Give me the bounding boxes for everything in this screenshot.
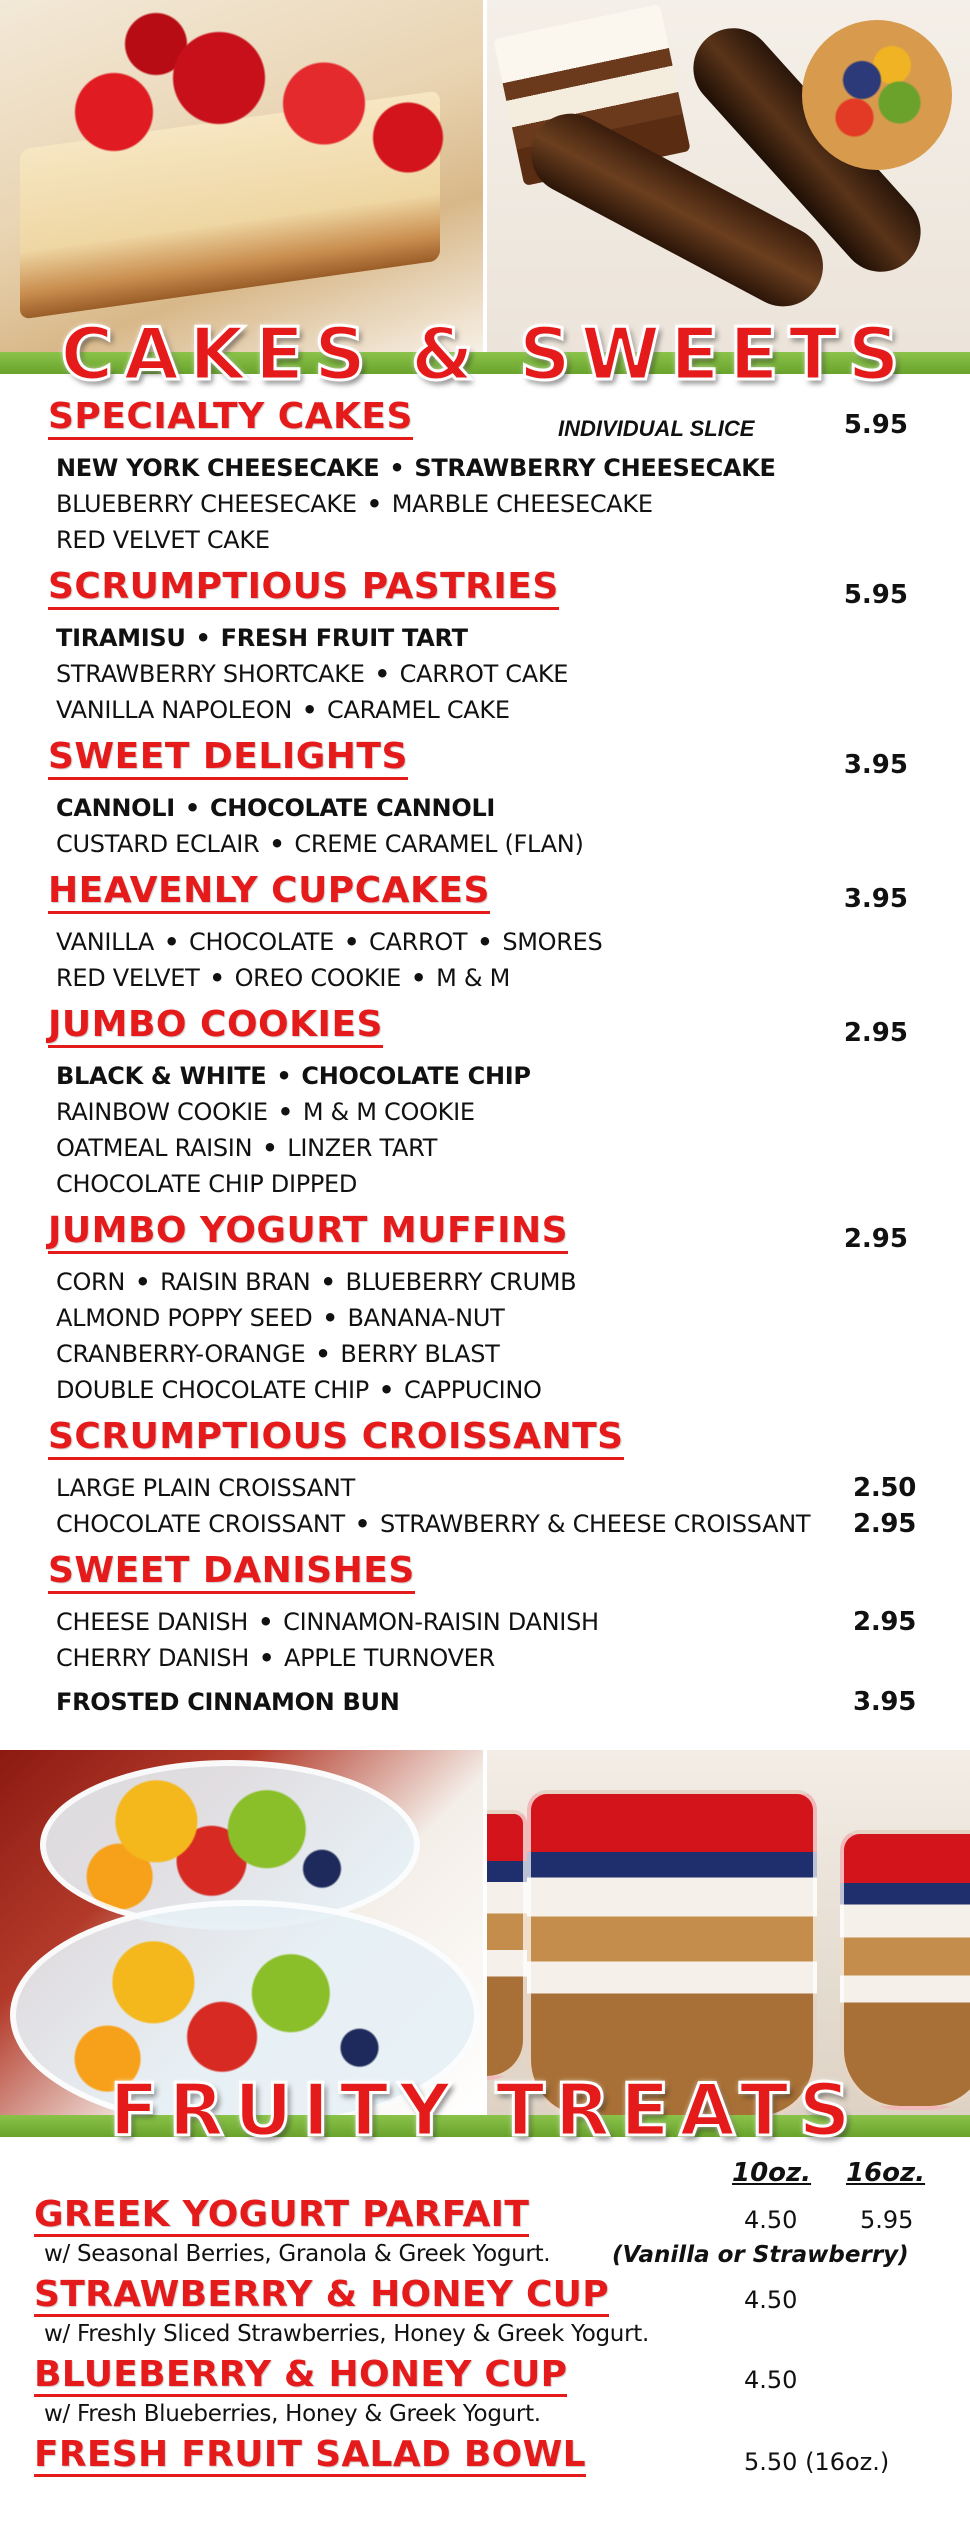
bullet-separator: •: [258, 1608, 274, 1636]
menu-line: [56, 826, 908, 862]
bullet-separator: •: [209, 964, 225, 992]
menu-item: CHOCOLATE: [189, 928, 334, 956]
line-price: 2.50: [853, 1473, 916, 1503]
menu-item: CREME CARAMEL (FLAN): [294, 830, 584, 858]
menu-item: CHERRY DANISH: [56, 1644, 249, 1672]
menu-line: [56, 790, 908, 826]
menu-item: FRESH FRUIT TART: [220, 624, 468, 652]
bullet-separator: •: [354, 1510, 370, 1538]
fruity-item: [34, 2356, 934, 2427]
bullet-separator: •: [378, 1376, 394, 1404]
line-price: 2.95: [853, 1509, 916, 1539]
fruity-item: [34, 2436, 934, 2477]
menu-line: [56, 522, 908, 558]
category-items: [56, 620, 908, 728]
menu-line: [56, 1300, 908, 1336]
bullet-separator: •: [163, 928, 179, 956]
menu-item: VANILLA: [56, 928, 154, 956]
menu-line: [56, 1166, 908, 1202]
bullet-separator: •: [315, 1340, 331, 1368]
fruity-item-desc: w/ Freshly Sliced Strawberries, Honey & Greek Yogurt.: [44, 2321, 649, 2347]
menu-line: [56, 1264, 908, 1300]
menu-item: STRAWBERRY SHORTCAKE: [56, 660, 365, 688]
menu-item: STRAWBERRY CHEESECAKE: [414, 454, 776, 482]
category-items: [56, 1058, 908, 1202]
bullet-separator: •: [389, 454, 405, 482]
bullet-separator: •: [269, 830, 285, 858]
bullet-separator: •: [276, 1062, 292, 1090]
parfait-cup-main: [527, 1790, 817, 2115]
menu-item: M & M COOKIE: [302, 1098, 475, 1126]
fruity-item-name: BLUEBERRY & HONEY CUP: [34, 2354, 568, 2395]
menu-line: [56, 1470, 916, 1506]
fruit-tart: [802, 20, 952, 170]
category-title: SCRUMPTIOUS CROISSANTS: [48, 1418, 624, 1460]
menu-item: CHOCOLATE CROISSANT: [56, 1510, 345, 1538]
menu-category: [48, 872, 908, 996]
menu-item: OATMEAL RAISIN: [56, 1134, 253, 1162]
bullet-separator: •: [195, 624, 211, 652]
menu-item: APPLE TURNOVER: [284, 1644, 495, 1672]
cakes-sweets-menu: [48, 396, 916, 1730]
category-title: SCRUMPTIOUS PASTRIES: [48, 568, 559, 610]
category-items: [56, 1604, 916, 1720]
menu-line: [56, 656, 908, 692]
bullet-separator: •: [411, 964, 427, 992]
line-price: 3.95: [853, 1687, 916, 1717]
menu-line: [56, 1640, 908, 1676]
fruity-treats-title: FRUITY TREATS: [109, 2068, 861, 2152]
menu-line: [56, 1336, 908, 1372]
menu-line: [56, 1372, 908, 1408]
category-price: 3.95: [843, 750, 908, 780]
menu-line: [56, 692, 908, 728]
menu-item: LARGE PLAIN CROISSANT: [56, 1474, 355, 1502]
category-price: 2.95: [843, 1224, 908, 1254]
menu-item: STRAWBERRY & CHEESE CROISSANT: [379, 1510, 811, 1538]
category-price: 5.95: [843, 580, 908, 610]
category-note: INDIVIDUAL SLICE: [558, 416, 755, 441]
menu-item: CORN: [56, 1268, 126, 1296]
cheesecake-photo: [0, 0, 483, 352]
size-16oz-header: 16oz.: [846, 2158, 926, 2188]
pastries-photo: [487, 0, 970, 352]
menu-item: CRANBERRY-ORANGE: [56, 1340, 306, 1368]
bullet-separator: •: [184, 794, 200, 822]
bullet-separator: •: [320, 1268, 336, 1296]
fruity-item-name: STRAWBERRY & HONEY CUP: [34, 2274, 609, 2315]
menu-item: BLUEBERRY CRUMB: [345, 1268, 577, 1296]
menu-item: CHEESE DANISH: [56, 1608, 249, 1636]
category-items: [56, 450, 908, 558]
bullet-separator: •: [343, 928, 359, 956]
bullet-separator: •: [322, 1304, 338, 1332]
menu-category: [48, 1416, 916, 1542]
fruity-item-desc: w/ Seasonal Berries, Granola & Greek Yogurt.: [44, 2241, 551, 2267]
menu-item: CAPPUCINO: [403, 1376, 542, 1404]
menu-line: [56, 1604, 916, 1640]
menu-item: BANANA-NUT: [347, 1304, 505, 1332]
menu-line: [56, 960, 908, 996]
menu-item: CHOCOLATE CHIP DIPPED: [56, 1170, 358, 1198]
bullet-separator: •: [135, 1268, 151, 1296]
cakes-sweets-title: CAKES & SWEETS: [60, 312, 910, 396]
fruity-item: [34, 2276, 934, 2347]
menu-item: FROSTED CINNAMON BUN: [56, 1688, 400, 1716]
category-items: [56, 1264, 908, 1408]
menu-item: OREO COOKIE: [234, 964, 402, 992]
menu-item: CANNOLI: [56, 794, 175, 822]
menu-line: [56, 1684, 916, 1720]
bottom-photo-banner: [0, 1750, 970, 2115]
menu-line: [56, 1058, 908, 1094]
menu-item: RED VELVET: [56, 964, 200, 992]
menu-category: [48, 738, 908, 862]
menu-item: VANILLA NAPOLEON: [56, 696, 292, 724]
menu-category: [48, 1006, 908, 1202]
category-items: [56, 790, 908, 862]
menu-item: CUSTARD ECLAIR: [56, 830, 260, 858]
category-price: 3.95: [843, 884, 908, 914]
fruity-price-16oz: 5.95: [860, 2206, 914, 2234]
line-price: 2.95: [853, 1607, 916, 1637]
menu-line: [56, 924, 908, 960]
menu-item: CHOCOLATE CHIP: [301, 1062, 531, 1090]
menu-category: [48, 568, 908, 728]
category-price: 5.95: [843, 410, 908, 440]
category-title: HEAVENLY CUPCAKES: [48, 872, 490, 914]
menu-item: CARROT: [369, 928, 468, 956]
menu-item: DOUBLE CHOCOLATE CHIP: [56, 1376, 369, 1404]
category-title: SPECIALTY CAKES: [48, 398, 413, 440]
menu-item: M & M: [436, 964, 510, 992]
category-title: JUMBO COOKIES: [48, 1006, 383, 1048]
menu-line: [56, 1094, 908, 1130]
fruity-item-name: FRESH FRUIT SALAD BOWL: [34, 2434, 586, 2475]
menu-item: NEW YORK CHEESECAKE: [56, 454, 380, 482]
menu-line: [56, 486, 908, 522]
bullet-separator: •: [258, 1644, 275, 1672]
fruit-salad-photo: [0, 1750, 483, 2115]
menu-item: CHOCOLATE CANNOLI: [209, 794, 496, 822]
fruity-item-name: GREEK YOGURT PARFAIT: [34, 2194, 530, 2235]
fruity-price-10oz: 4.50: [744, 2206, 798, 2234]
bullet-separator: •: [477, 928, 493, 956]
fruity-item: [34, 2196, 934, 2267]
menu-item: RED VELVET CAKE: [56, 526, 270, 554]
menu-category: [48, 1212, 908, 1408]
fruity-item-desc: w/ Fresh Blueberries, Honey & Greek Yogurt.: [44, 2401, 541, 2427]
category-price: 2.95: [843, 1018, 908, 1048]
menu-item: LINZER TART: [287, 1134, 438, 1162]
top-photo-banner: [0, 0, 970, 352]
menu-line: [56, 1130, 908, 1166]
fruity-price-10oz: 4.50: [744, 2366, 798, 2394]
bullet-separator: •: [277, 1098, 293, 1126]
menu-item: BLACK & WHITE: [56, 1062, 267, 1090]
menu-item: CINNAMON-RAISIN DANISH: [283, 1608, 599, 1636]
menu-category: [48, 1550, 916, 1720]
menu-item: ALMOND POPPY SEED: [56, 1304, 313, 1332]
bullet-separator: •: [262, 1134, 278, 1162]
parfait-photo: [487, 1750, 970, 2115]
bullet-separator: •: [302, 696, 318, 724]
fruity-price-10oz: 4.50: [744, 2286, 798, 2314]
menu-line: [56, 620, 908, 656]
category-title: SWEET DANISHES: [48, 1552, 415, 1594]
bullet-separator: •: [366, 490, 382, 518]
menu-item: BLUEBERRY CHEESECAKE: [56, 490, 357, 518]
menu-line: [56, 1506, 916, 1542]
category-items: [56, 1470, 916, 1542]
category-items: [56, 924, 908, 996]
menu-item: RAINBOW COOKIE: [56, 1098, 268, 1126]
menu-item: TIRAMISU: [56, 624, 186, 652]
menu-category: [48, 398, 908, 558]
fruity-price-bowl: 5.50 (16oz.): [744, 2448, 890, 2476]
menu-item: SMORES: [502, 928, 603, 956]
menu-item: RAISIN BRAN: [160, 1268, 311, 1296]
fruity-flavor-note: (Vanilla or Strawberry): [612, 2242, 909, 2268]
menu-item: MARBLE CHEESECAKE: [391, 490, 653, 518]
size-10oz-header: 10oz.: [732, 2158, 812, 2188]
menu-line: [56, 450, 908, 486]
strawberry-topping: [30, 10, 450, 180]
menu-item: CARAMEL CAKE: [327, 696, 510, 724]
menu-item: BERRY BLAST: [340, 1340, 500, 1368]
bullet-separator: •: [374, 660, 390, 688]
menu-item: CARROT CAKE: [399, 660, 569, 688]
category-title: JUMBO YOGURT MUFFINS: [48, 1212, 568, 1254]
category-title: SWEET DELIGHTS: [48, 738, 408, 780]
parfait-cup-left: [487, 1810, 527, 2080]
